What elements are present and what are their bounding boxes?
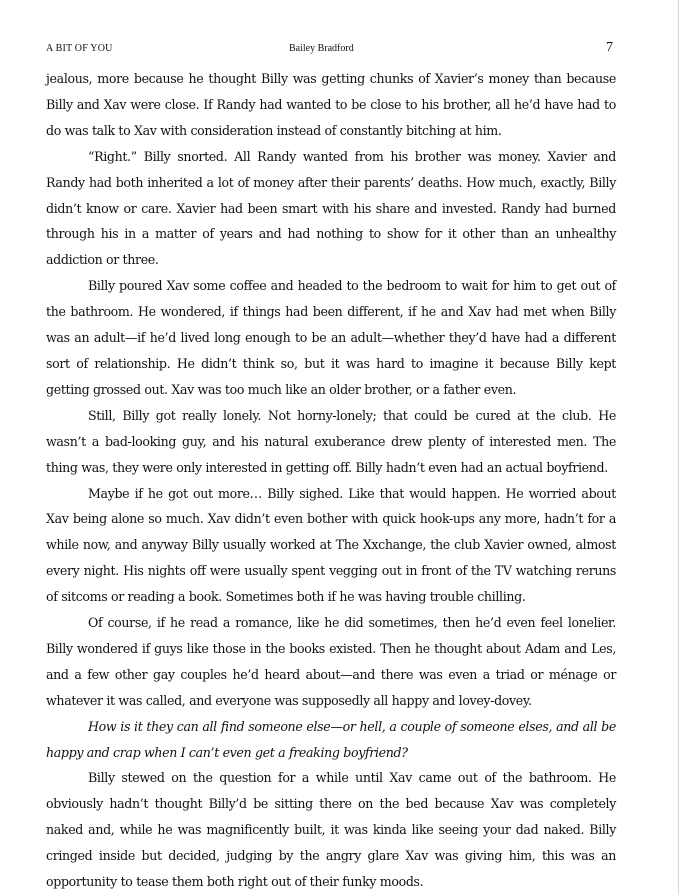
author-name: Bailey Bradford <box>289 43 354 54</box>
paragraph: jealous, more because he thought Billy was getting chunks of Xavier’s money than because Billy and Xav were close. If Randy had wanted to be close to his brother, all he’d have had to do was talk to Xav with consideration instead of constantly bitching at him. <box>46 71 616 138</box>
paragraph: Billy poured Xav some coffee and headed to the bedroom to wait for him to get out of the bathroom. He wondered, if things had been different, if he and Xav had met when Billy was an adult—if he’d lived long enough to be an adult—whether they’d have had a different sort of relationship. He didn’t think so, but it was hard to imagine it because Billy kept getting grossed out. Xav was too much like an older brother, or a father even. <box>46 278 616 397</box>
paragraph: Still, Billy got really lonely. Not horny-lonely; that could be cured at the club. He wasn’t a bad-looking guy, and his natural exuberance drew plenty of interested men. The thing was, they were only interested in getting off. Billy hadn’t even had an actual boyfriend. <box>46 407 616 475</box>
italic-thought-paragraph: How is it they can all find someone else—or hell, a couple of someone elses, and all be happy and crap when I can’t even get a freaking boyfriend? <box>46 718 616 760</box>
paragraph: Maybe if he got out more… Billy sighed. Like that would happen. He worried about Xav being alone so much. Xav didn’t even bother with quick hook-ups any more, hadn’t for a while now, and anyway Billy usually worked at The Xxchange, the club Xavier owned, almost every night. His nights off were usually spent vegging out in front of the TV watching reruns of sitcoms or reading a book. Sometimes both if he was having trouble chilling. <box>46 485 616 605</box>
body-text <box>46 66 616 895</box>
running-header <box>46 41 613 57</box>
paragraph: “Right.” Billy snorted. All Randy wanted from his brother was money. Xavier and Randy had both inherited a lot of money after their parents’ deaths. How much, exactly, Billy didn’t know or care. Xavier had been smart with his share and invested. Randy had burned through his in a matter of years and had nothing to show for it other than an unhealthy addiction or three. <box>46 148 616 268</box>
paragraph: Billy stewed on the question for a while until Xav came out of the bathroom. He obviously hadn’t thought Billy’d be sitting there on the bed because Xav was completely naked and, while he was magnificently built, it was kinda like seeing your dad naked. Billy cringed inside but decided, judging by the angry glare Xav was giving him, this was an opportunity to tease them both right out of their funky moods. <box>46 770 616 890</box>
book-title: A BIT OF YOU <box>46 43 113 54</box>
page-number: 7 <box>606 40 613 55</box>
paragraph: Of course, if he read a romance, like he did sometimes, then he’d even feel lonelier. Billy wondered if guys like those in the books existed. Then he thought about Adam and Les, and a few other gay couples he’d heard about—and there was even a triad or ménage or whatever it was called, and everyone was supposedly all happy and lovey-dovey. <box>46 615 616 708</box>
